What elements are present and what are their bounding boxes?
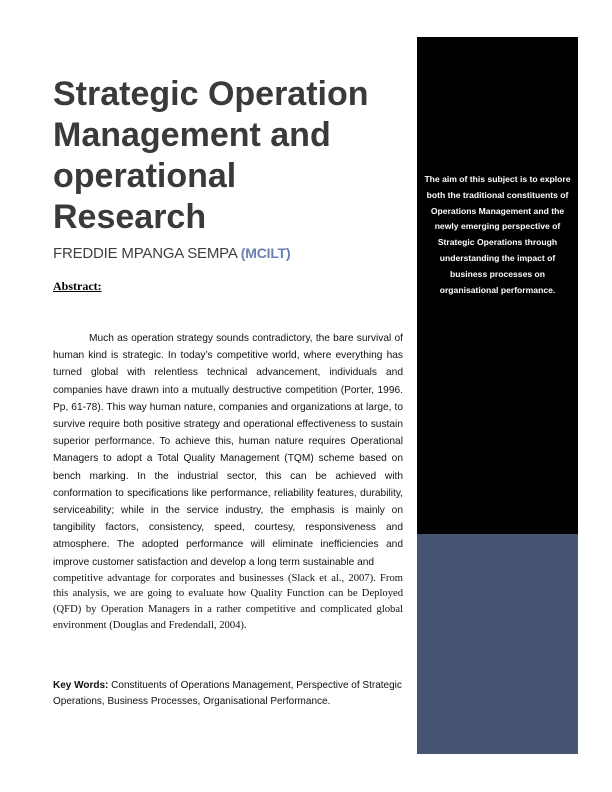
author-credential: (MCILT) — [240, 245, 291, 261]
author-name: FREDDIE MPANGA SEMPA — [53, 245, 237, 262]
abstract-body — [53, 330, 403, 633]
keywords-paragraph — [53, 678, 408, 710]
author-line — [53, 245, 290, 262]
title-line-3: operational — [53, 157, 237, 195]
keywords-label: Key Words: — [53, 680, 109, 691]
abstract-heading: Abstract: — [53, 279, 102, 293]
title-line-1: Strategic Operation — [53, 75, 369, 113]
sidebar-accent-panel — [417, 534, 578, 754]
abstract-main-text: Much as operation strategy sounds contradictory, the bare survival of human kind is strategic. In today’s competitive world, where everything has turned global with relentless technical advancement, individuals and companies have drawn into a mutually destructive competition (Porter, 1996. Pp, 61-78). This way human nature, companies and organizations at large, to survive require both positive strategy and operational effectiveness to sustain superior performance. To achieve this, human nature requires Operational Managers to adopt a Total Quality Management (TQM) scheme based on bench marking. In the industrial sector, this can be achieved with conformation to specifications like performance, reliability features, durability, serviceability; while in the service industry, the emphasis is mainly on tangibility factors, consistency, speed, courtesy, responsiveness and atmosphere. The adopted performance will eliminate inefficiencies and improve customer satisfaction and develop a long term sustainable and — [53, 333, 403, 568]
title-line-2: Management and — [53, 116, 331, 154]
abstract-tail-text: competitive advantage for corporates and businesses (Slack et al., 2007). From this analysis, we are going to evaluate how Quality Function can be Deployed (QFD) by Operation Managers in a rather competitive and complicated global environment (Douglas and Fredendall, 2004). — [53, 572, 403, 631]
document-title — [53, 74, 403, 238]
sidebar-summary: The aim of this subject is to explore both the traditional constituents of Operations Management and the newly emerging perspective of Strategic Operations through understanding the impact of business processes on organisational performance. — [424, 174, 571, 295]
title-line-4: Research — [53, 198, 207, 236]
keywords-text: Constituents of Operations Management, Perspective of Strategic Operations, Business Processes, Organisational Performance. — [53, 680, 402, 707]
